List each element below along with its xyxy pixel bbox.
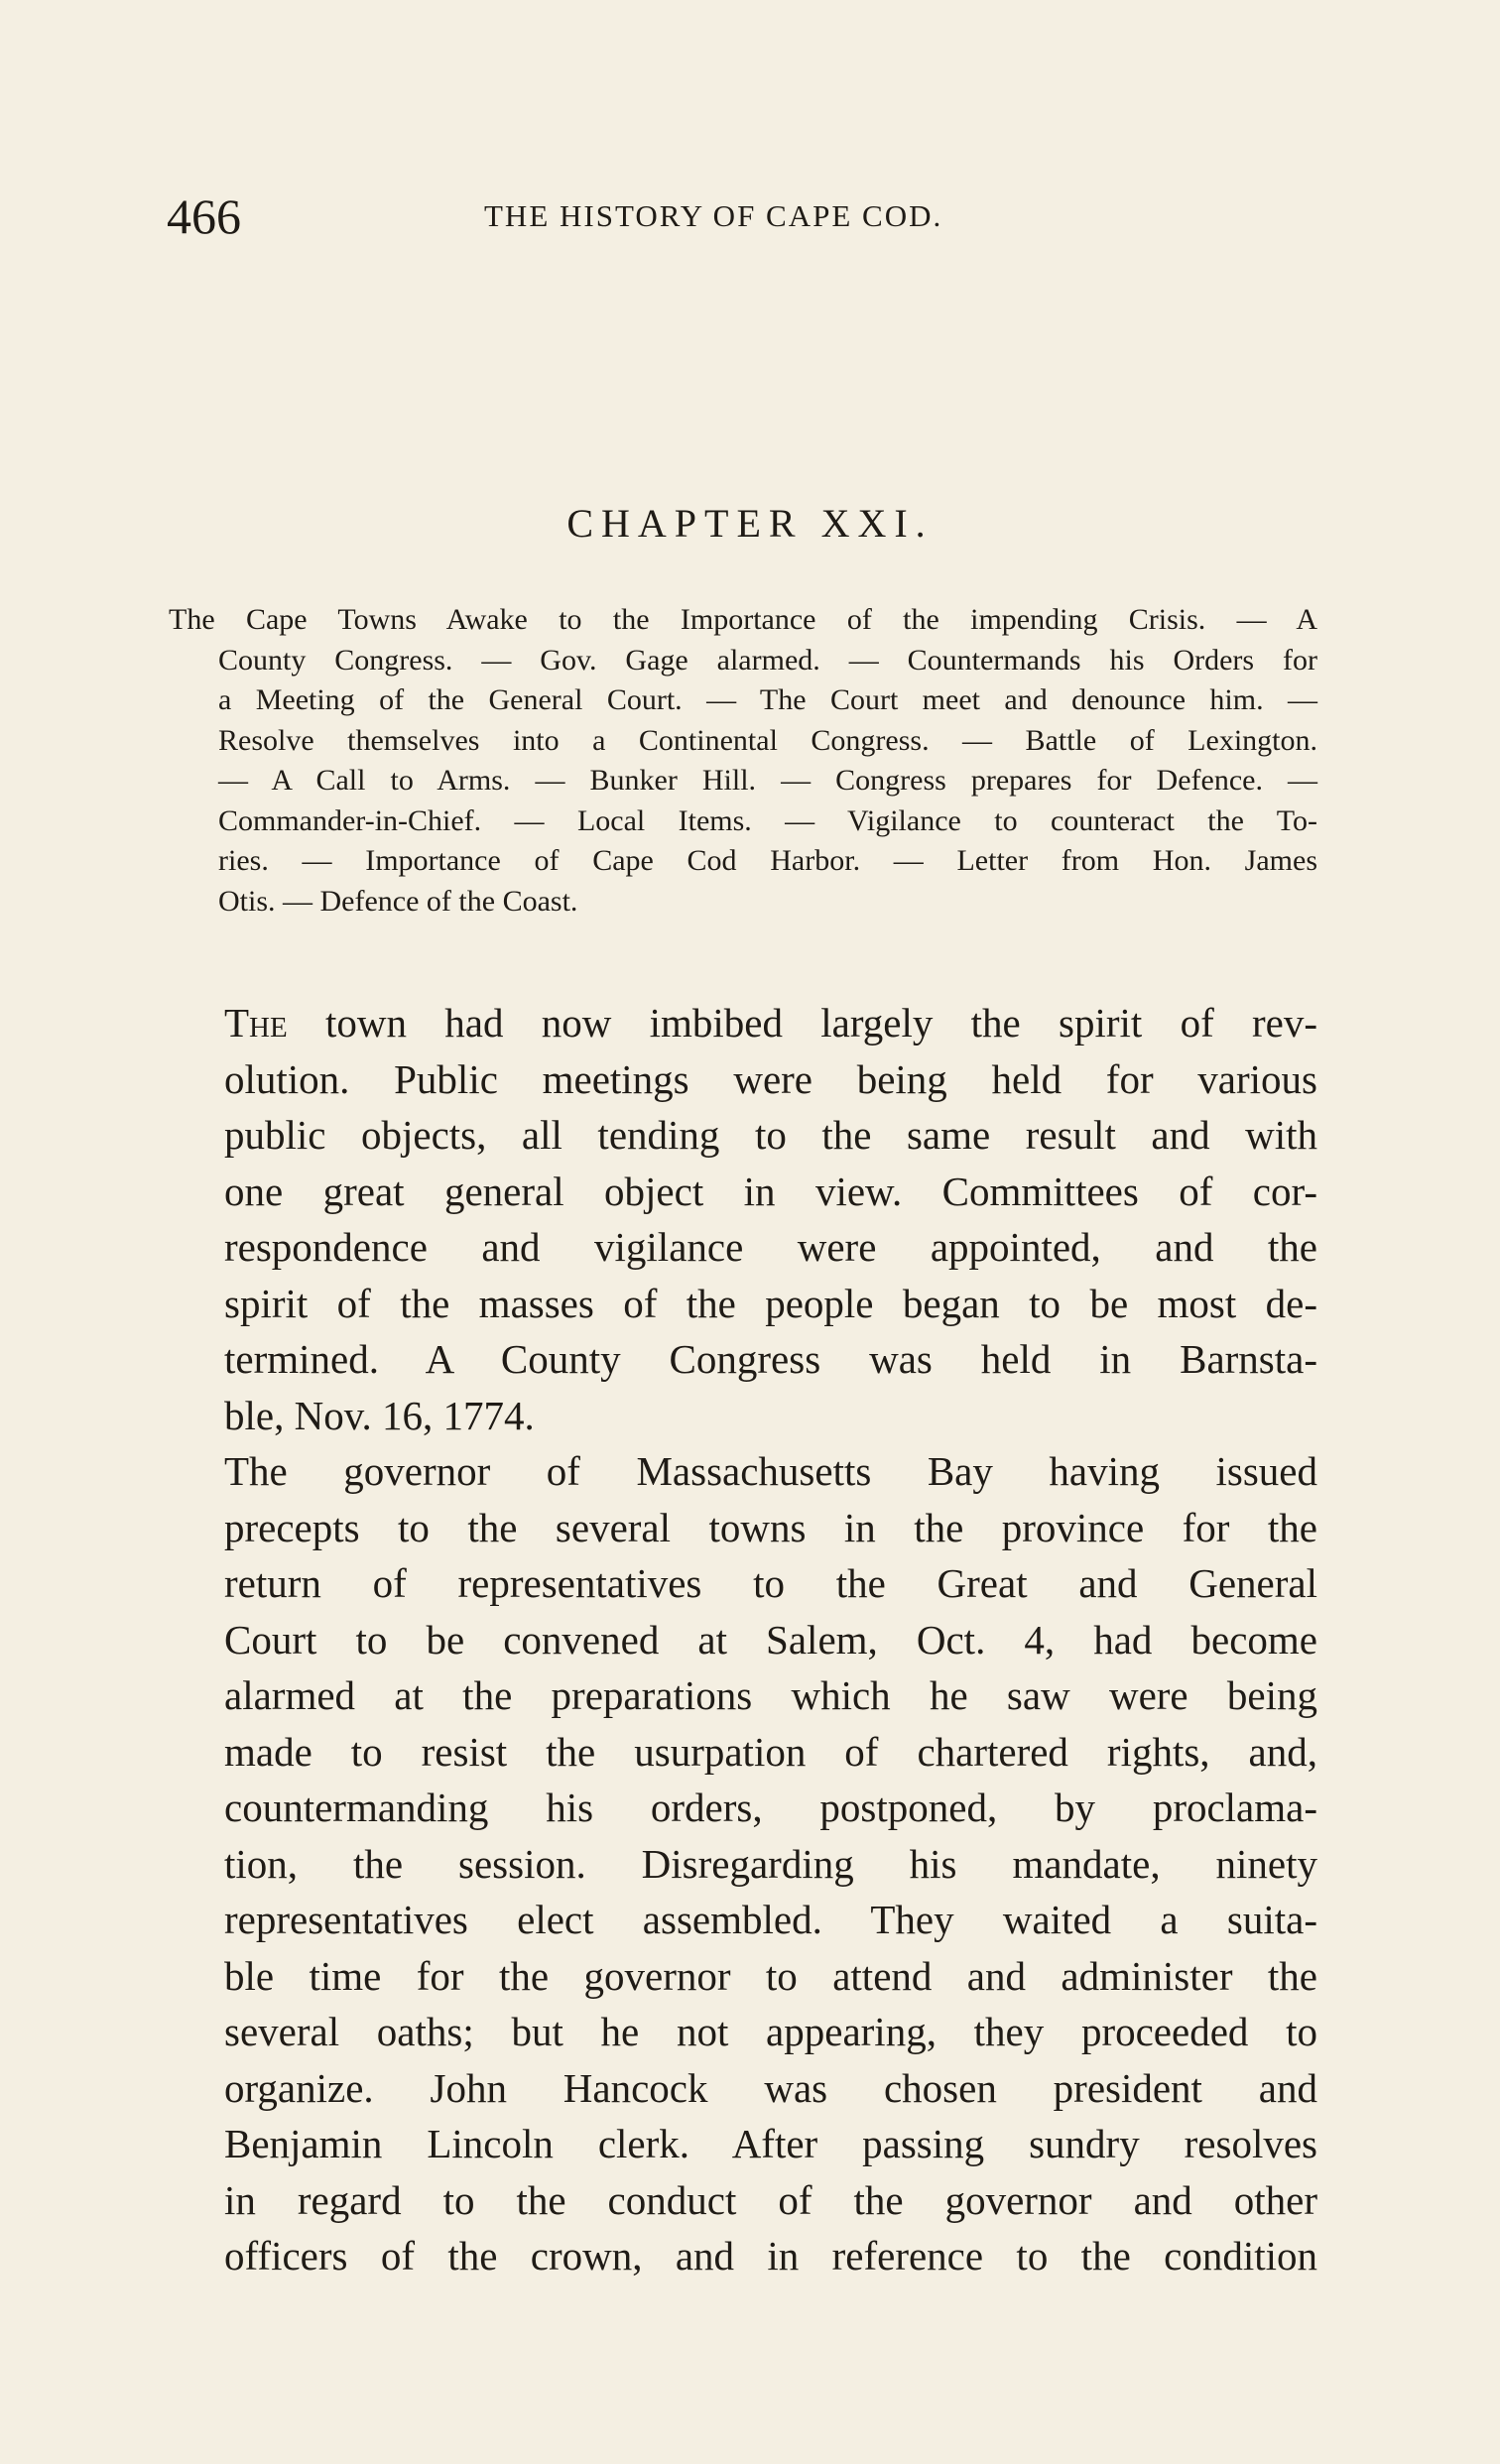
- text-line: spirit of the masses of the people began to be most de-: [224, 1280, 1317, 1326]
- synopsis-line: Otis. — Defence of the Coast.: [218, 884, 578, 918]
- synopsis-line: Resolve themselves into a Continental Congress. — Battle of Lexington.: [218, 723, 1317, 757]
- text-line: Benjamin Lincoln clerk. After passing sundry resolves: [224, 2121, 1317, 2166]
- first-line-text: town had now imbibed largely the spirit of rev-: [287, 1000, 1317, 1046]
- text-line: tion, the session. Disregarding his mandate, ninety: [224, 1840, 1317, 1887]
- body-text: [224, 995, 1317, 2284]
- text-line: in regard to the conduct of the governor and other: [224, 2176, 1317, 2223]
- paragraph: [224, 995, 1317, 1443]
- lead-word: The: [224, 1000, 288, 1046]
- text-line: termined. A County Congress was held in Barnsta-: [224, 1336, 1317, 1382]
- running-head: [167, 186, 1040, 246]
- page-number: 466: [167, 188, 241, 244]
- text-line: ble, Nov. 16, 1774.: [224, 1392, 535, 1438]
- text-line: The governor of Massachusetts Bay having issued: [224, 1448, 1317, 1494]
- text-line: countermanding his orders, postponed, by proclama-: [224, 1785, 1317, 1830]
- synopsis-line: ries. — Importance of Cape Cod Harbor. — Letter from Hon. James: [218, 844, 1317, 877]
- text-line: officers of the crown, and in reference to the condition: [224, 2233, 1317, 2279]
- text-line: Court to be convened at Salem, Oct. 4, had become: [224, 1616, 1317, 1663]
- synopsis-line: County Congress. — Gov. Gage alarmed. — Countermands his Orders for: [218, 643, 1317, 677]
- text-line: precepts to the several towns in the province for the: [224, 1504, 1317, 1550]
- text-line: organize. John Hancock was chosen president and: [224, 2064, 1317, 2111]
- paragraph: [224, 1443, 1317, 2284]
- text-line: made to resist the usurpation of chartered rights, and,: [224, 1728, 1317, 1775]
- synopsis-line: The Cape Towns Awake to the Importance of the impending Crisis. — A: [169, 603, 1317, 636]
- text-line: return of representatives to the Great and General: [224, 1560, 1317, 1606]
- chapter-title: CHAPTER XXI.: [566, 501, 934, 546]
- synopsis-line: — A Call to Arms. — Bunker Hill. — Congress prepares for Defence. —: [218, 764, 1317, 797]
- text-line: public objects, all tending to the same result and with: [224, 1112, 1317, 1158]
- running-title: THE HISTORY OF CAPE COD.: [484, 198, 943, 233]
- paragraph-first-line: [224, 995, 1317, 1051]
- text-line: representatives elect assembled. They waited a suita-: [224, 1897, 1317, 1942]
- text-line: several oaths; but he not appearing, they proceeded to: [224, 2009, 1317, 2054]
- text-line: one great general object in view. Committees of cor-: [224, 1168, 1317, 1214]
- text-line: ble time for the governor to attend and administer the: [224, 1952, 1317, 1999]
- text-line: respondence and vigilance were appointed, and the: [224, 1224, 1317, 1270]
- text-line: olution. Public meetings were being held for various: [224, 1055, 1317, 1102]
- synopsis-line: Commander-in-Chief. — Local Items. — Vigilance to counteract the To-: [218, 803, 1317, 837]
- text-line: alarmed at the preparations which he saw were being: [224, 1672, 1317, 1718]
- synopsis-line: a Meeting of the General Court. — The Court meet and denounce him. —: [218, 683, 1317, 716]
- chapter-synopsis: [169, 600, 1317, 922]
